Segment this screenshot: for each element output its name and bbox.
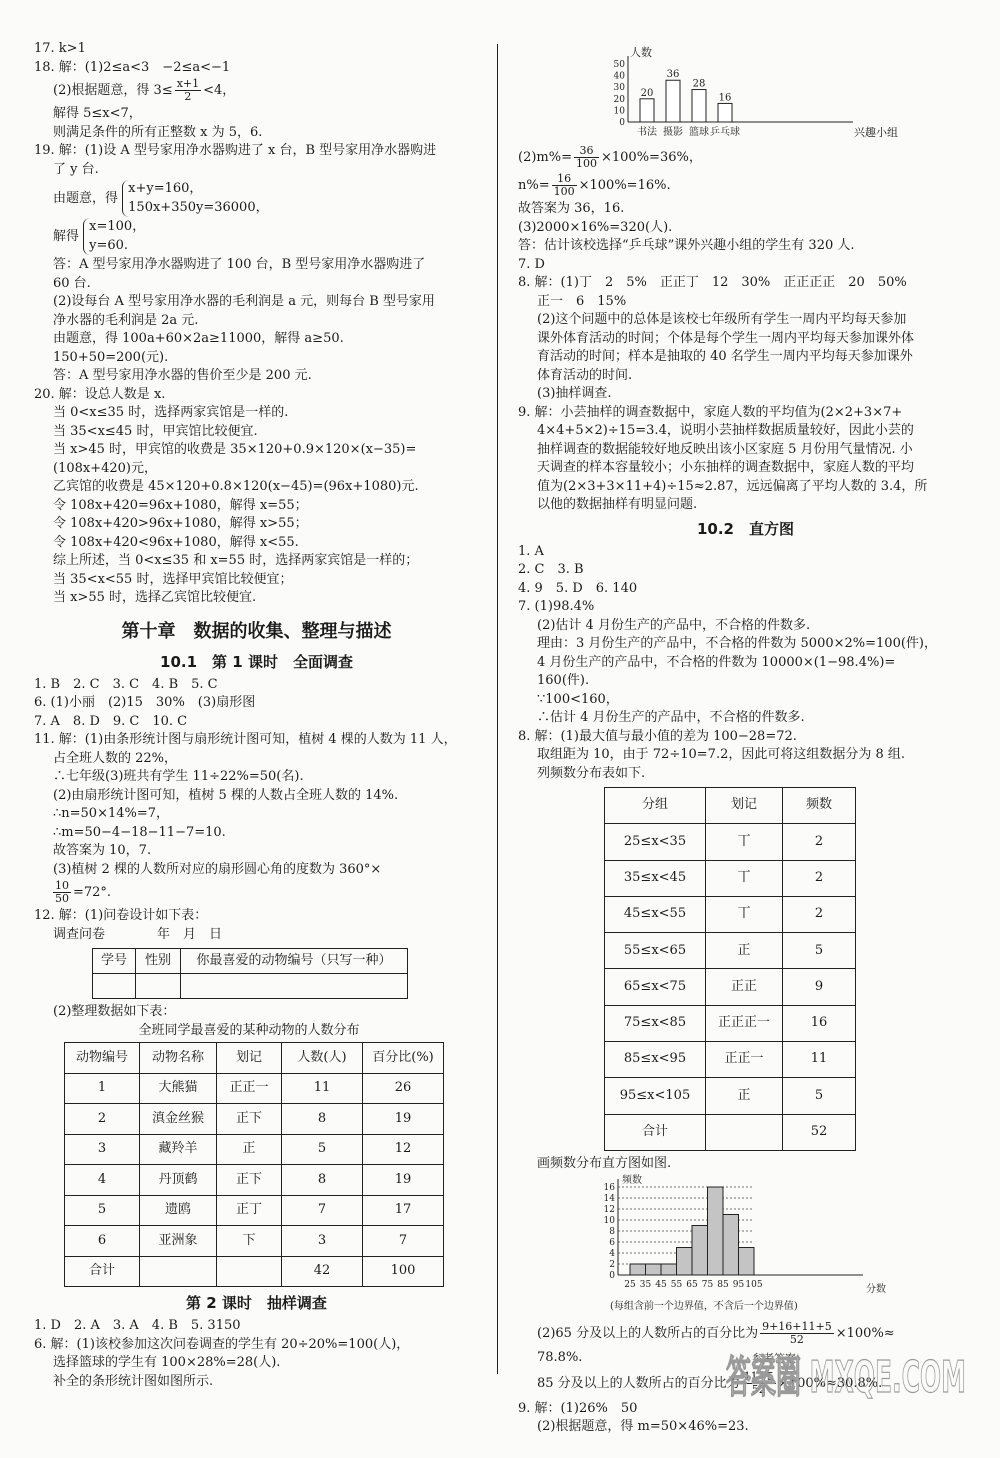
x-tick-label: 35 [639, 1280, 652, 1291]
x-tick-label: 乒乓球 [710, 127, 740, 138]
answer-7-line: 4 月份生产的产品中，不合格的件数为 10000×(1−98.4%)= [537, 654, 896, 670]
frequency-histogram [598, 1173, 898, 1315]
answer-line: 6. (1)小丽 (2)15 30% (3)扇形图 [34, 695, 256, 710]
bar [666, 80, 680, 122]
answer-18-line: (2)根据题意，得 3≤ $\frac{x+1}{2}$ <4， [53, 77, 236, 103]
table-row: 2 滇金丝猴 正下 8 19 [65, 1104, 444, 1135]
table-row: 1 大熊猫 正正一 11 26 [65, 1073, 444, 1104]
x-tick-label: 85 [717, 1280, 729, 1291]
section-title: 第 2 课时 抽样调查 [186, 1294, 327, 1312]
answer-8b-line: 取组距为 10，由于 72÷10=7.2，因此可将这组数据分为 8 组. [537, 747, 906, 762]
answer-11-line: (2)由扇形统计图可知，植树 5 棵的人数占全班人数的 14%. [53, 787, 399, 803]
chapter-title: 第十章 数据的收集、整理与描述 [121, 620, 392, 642]
answer-6-2-line: (2)m%= $\frac{36}{100}$ ×100%=36%， [518, 144, 702, 170]
table-row: 75≤x<85 正正正一 16 [605, 1005, 856, 1041]
answer-6-2-line: n%= $\frac{16}{100}$ ×100%=16%. [518, 172, 671, 198]
answer-8-line: (2)这个问题中的总体是该校七年级所有学生一周内平均每天参加 [537, 312, 907, 327]
fraction: $\frac{16}{100}$ [553, 172, 575, 198]
table-cell [93, 974, 136, 999]
x-tick-label: 摄影 [663, 127, 683, 138]
survey-table [92, 948, 408, 999]
answer-20-line: 综上所述，当 0<x≤35 和 x=55 时，选择两家宾馆是一样的； [53, 553, 419, 568]
answer-line: 1. A [518, 543, 544, 559]
column-divider [497, 44, 498, 1374]
answer-19-line: 60 台. [53, 275, 91, 291]
answer-18-line: 则满足条件的所有正整数 x 为 5，6. [53, 124, 263, 140]
histogram-bar [708, 1187, 724, 1275]
chart-note: (每组含前一个边界值，不含后一个边界值) [610, 1301, 798, 1313]
brace: x=100， y=60. [83, 218, 145, 255]
table-row: 55≤x<65 正 5 [605, 933, 856, 969]
x-tick-label: 书法 [637, 127, 657, 138]
x-tick-label: 95 [732, 1280, 745, 1291]
table-header-cell: 频数 [783, 788, 856, 824]
table-row: 35≤x<45 丅 2 [605, 860, 856, 896]
section-title: 10.1 第 1 课时 全面调查 [160, 652, 353, 671]
answer-line: 7. (1)98.4% [518, 599, 595, 614]
histogram-intro: 画频数分布直方图如图. [537, 1155, 672, 1171]
answer-18-line: 解得 5≤x<7， [53, 106, 142, 121]
answer-8b-line: 8. 解：(1)最大值与最小值的差为 100−28=72. [518, 728, 797, 744]
fraction: $\frac{9+16+11+5}{52}$ [762, 1320, 832, 1347]
answer-line: 1. B 2. C 3. C 4. B 5. C [34, 676, 218, 692]
table-row: 4 丹顶鹤 正下 8 19 [65, 1165, 444, 1196]
x-tick-label: 45 [655, 1280, 667, 1291]
histogram-bar [630, 1264, 646, 1275]
y-tick-label: 10 [613, 106, 625, 117]
bar [718, 103, 732, 122]
chart-y-label: 频数 [622, 1175, 642, 1187]
answer-line: 2. C 3. B [518, 562, 584, 577]
answer-line: 4. 9 5. D 6. 140 [518, 580, 638, 596]
answer-20-line: 当 35<x≤45 时，甲宾馆比较便宜. [53, 423, 258, 439]
table-header-cell: 动物名称 [140, 1043, 217, 1074]
answer-9-line: 天调查的样本容量较小；小东抽样的调查数据中，家庭人数的平均 [537, 460, 915, 475]
answer-20-line: 令 108x+420<96x+1080，解得 x<55. [53, 534, 299, 550]
section-title: 10.2 直方图 [696, 519, 794, 538]
survey-header: 调查问卷 年 月 日 [53, 926, 223, 942]
table-header-cell: 划记 [217, 1043, 282, 1074]
table-row: 65≤x<75 正正 9 [605, 969, 856, 1005]
answer-20-line: 当 35<x<55 时，选择甲宾馆比较便宜； [53, 571, 293, 587]
table-header-cell: 划记 [706, 788, 783, 824]
table-total-row: 合计 52 [605, 1114, 856, 1150]
answer-8-line: 课外体育活动的时间；个体是每个学生一周内平均每天参加课外体 [537, 330, 915, 346]
table-header-cell: 百分比(%) [363, 1043, 444, 1074]
answer-20-line: 令 108x+420=96x+1080，解得 x=55； [53, 497, 308, 513]
answer-11-line: $\frac{10}{50}$ =72°. [55, 879, 112, 905]
table-header-cell: 动物编号 [65, 1043, 140, 1074]
fraction: $\frac{10}{50}$ [55, 879, 69, 905]
answer-7-line: (2)估计 4 月份生产的产品中，不合格的件数多. [537, 617, 811, 633]
table-total-row: 合计 42 100 [65, 1256, 444, 1287]
answer-line: 1. D 2. A 3. A 4. B 5. 3150 [34, 1318, 241, 1333]
y-tick-label: 2 [609, 1260, 615, 1271]
x-tick-label: 65 [686, 1280, 698, 1291]
answer-7-line: 理由：3 月份生产的产品中，不合格的件数为 5000×2%=100(件)， [537, 636, 937, 651]
answer-11-line: ∴n=50×14%=7， [53, 806, 170, 821]
histogram-bar [661, 1264, 677, 1275]
table-row: 25≤x<35 丅 2 [605, 824, 856, 860]
left-column [34, 40, 479, 1391]
watermark-text: 答案圈 MXQE.COM [726, 1352, 966, 1403]
answer-8b-2-line: 78.8%. [537, 1350, 583, 1366]
table-row: 45≤x<55 丅 2 [605, 896, 856, 932]
bar [640, 99, 654, 122]
answer-7-line: ∴估计 4 月份生产的产品中，不合格的件数多. [537, 710, 805, 725]
answer-9b-line: 9. 解：(1)26% 50 [518, 1400, 638, 1416]
page-footer: 参考答案 [752, 1352, 796, 1365]
answer-6-line: (3)2000×16%=320(人). [518, 219, 673, 235]
answer-7-line: ∵100<160， [537, 691, 619, 707]
table-header-cell: 学号 [93, 949, 136, 974]
data-label: 28 [692, 78, 706, 90]
answer-20-line: 当 0<x≤35 时，选择两家宾馆是一样的. [53, 405, 289, 420]
answer-19-line: (2)设每台 A 型号家用净水器的毛利润是 a 元，则每台 B 型号家用 [53, 294, 435, 309]
answer-19-line: 150+50=200(元). [53, 349, 169, 365]
right-column [518, 42, 973, 1437]
y-tick-label: 16 [603, 1183, 615, 1194]
x-tick-label: 55 [670, 1280, 683, 1291]
table-caption: 全班同学最喜爱的某种动物的人数分布 [138, 1022, 360, 1038]
data-label: 36 [666, 69, 680, 81]
answer-19-line: 由题意，得 100a+60×2a≥11000，解得 a≥50. [53, 331, 344, 346]
answer-9-line: 以他的数据抽样有明显问题. [537, 497, 698, 512]
answer-6-line: 故答案为 36，16. [518, 201, 625, 216]
table-header-row [605, 788, 856, 824]
x-tick-label: 75 [701, 1280, 714, 1291]
y-tick-label: 30 [613, 83, 625, 94]
table-cell [136, 974, 181, 999]
table-row: 5 遗鸥 正丁 7 17 [65, 1195, 444, 1226]
y-tick-label: 12 [603, 1205, 615, 1216]
answer-9b-line: (2)根据题意，得 m=50×46%=23. [537, 1419, 749, 1435]
table-row: 85≤x<95 正正一 11 [605, 1042, 856, 1078]
chart-x-label: 兴趣小组 [854, 126, 898, 139]
data-label: 16 [718, 92, 732, 104]
bar [692, 90, 706, 122]
table-row: 3 藏羚羊 正 5 12 [65, 1134, 444, 1165]
answer-6-line: 选择篮球的学生有 100×28%=28(人). [53, 1355, 281, 1370]
answer-8b-2-line: (2)65 分及以上的人数所占的百分比为 $\frac{9+16+11+5}{52}$ ×100%≈ [537, 1320, 895, 1347]
y-tick-label: 14 [603, 1194, 615, 1205]
histogram-bar [739, 1248, 755, 1276]
histogram-bar [723, 1215, 739, 1276]
equation-system: 由题意，得 x+y=160， 150x+350y=36000， [34, 180, 479, 217]
answer-8b-2-line: 85 分及以上的人数所占的百分比为 $\frac{11+5}{52}$ ×100%≈30.8%. [537, 1369, 883, 1396]
fraction: $\frac{x+1}{2}$ [176, 77, 200, 103]
frequency-table [604, 787, 856, 1151]
table-header-cell: 人数(人) [282, 1043, 363, 1074]
answer-8-line: 8. 解：(1)丁 2 5% 正正丁 12 30% 正正正正 20 50% [518, 275, 907, 290]
answer-7-line: 160(件). [537, 673, 590, 688]
table-header-row [65, 1043, 444, 1074]
answer-20-line: (108x+420)元， [53, 460, 157, 476]
table-cell [181, 974, 408, 999]
answer-line: 7. A 8. D 9. C 10. C [34, 713, 188, 729]
fraction: $\frac{11+5}{52}$ [743, 1369, 774, 1396]
watermark-logo [718, 1338, 978, 1448]
answer-8-line: 正一 6 15% [537, 293, 627, 309]
answer-11-line: ∴m=50−4−18−11−7=10. [53, 824, 226, 840]
table-row: 6 亚洲象 下 3 7 [65, 1226, 444, 1257]
answer-7: 7. D [518, 256, 545, 272]
y-tick-label: 40 [613, 71, 625, 82]
answer-11-line: 占全班人数的 22%， [53, 750, 178, 766]
answer-19-line: 净水器的毛利润是 2a 元. [53, 312, 199, 328]
y-tick-label: 6 [609, 1238, 615, 1249]
y-tick-label: 10 [603, 1216, 615, 1227]
histogram-bar [692, 1226, 708, 1276]
answer-9-line: 抽样调查的数据能较好地反映出该小区家庭 5 月份用气量情况. 小 [537, 441, 913, 457]
answer-20-line: 乙宾馆的收费是 45×120+0.8×120(x−45)=(96x+1080)元. [53, 479, 419, 494]
answer-6-line: 补全的条形统计图如图所示. [53, 1373, 214, 1389]
answer-19-line: 答：A 型号家用净水器的售价至少是 200 元. [53, 368, 312, 383]
answer-11-line: 11. 解：(1)由条形统计图与扇形统计图可知，植树 4 棵的人数为 11 人， [34, 732, 457, 747]
table-header-cell: 性别 [136, 949, 181, 974]
table-header-cell: 你最喜爱的动物编号（只写一种） [181, 949, 408, 974]
answer-11-line: 故答案为 10，7. [53, 843, 152, 858]
answer-11-line: (3)植树 2 棵的人数所对应的扇形圆心角的度数为 360°× [53, 861, 382, 877]
answer-8b-line: 列频数分布表如下. [537, 765, 646, 781]
y-tick-label: 50 [613, 60, 625, 70]
answer-19-line: 19. 解：(1)设 A 型号家用净水器购进了 x 台，B 型号家用净水器购进 [34, 143, 437, 158]
answer-20-line: 当 x>55 时，选择乙宾馆比较便宜. [53, 590, 257, 605]
x-tick-label: 25 [624, 1280, 636, 1291]
histogram-bar [646, 1264, 662, 1275]
answer-17: 17. k>1 [34, 41, 86, 56]
answer-8-line: 体育活动的时间. [537, 367, 633, 383]
answer-12-line: (2)整理数据如下表： [53, 1004, 176, 1019]
animal-table [64, 1042, 444, 1287]
answer-6-line: 答：估计该校选择“乒乓球”课外兴趣小组的学生有 320 人. [518, 238, 855, 253]
table-row: 95≤x<105 正 5 [605, 1078, 856, 1114]
answer-18-line: 18. 解：(1)2≤a<3 −2≤a<−1 [34, 59, 231, 75]
y-tick-label: 0 [619, 118, 625, 128]
y-tick-label: 0 [609, 1271, 615, 1282]
answer-9-line: 4×4+5×2)÷15=3.4，说明小芸抽样数据质量较好，因此小芸的 [537, 423, 914, 438]
histogram-bar [677, 1248, 693, 1276]
answer-11-line: ∴七年级(3)班共有学生 11÷22%=50(名). [53, 769, 304, 784]
fraction: $\frac{36}{100}$ [576, 144, 597, 170]
data-label: 20 [640, 87, 654, 99]
x-tick-label: 105 [745, 1280, 763, 1291]
answer-12-line: 12. 解：(1)问卷设计如下表： [34, 908, 208, 923]
y-tick-label: 20 [613, 94, 625, 105]
table-header-cell: 分组 [605, 788, 706, 824]
answer-20-line: 令 108x+420>96x+1080，解得 x>55； [53, 516, 308, 531]
answer-19-line: 答：A 型号家用净水器购进了 100 台，B 型号家用净水器购进了 [53, 257, 426, 272]
answer-9-line: 9. 解：小芸抽样的调查数据中，家庭人数的平均值为(2×2+3×7+ [518, 404, 903, 420]
chart-x-label: 分数 [866, 1284, 886, 1296]
answer-8-line: 育活动的时间；样本是抽取的 40 名学生一周内平均每天参加课外 [537, 349, 913, 364]
interest-bar-chart [608, 42, 908, 142]
y-tick-label: 8 [609, 1227, 615, 1238]
answer-20-line: 当 x>45 时，甲宾馆的收费是 35×120+0.9×120×(x−35)= [53, 442, 417, 457]
answer-19-line: 了 y 台. [53, 161, 99, 177]
answer-20-line: 20. 解：设总人数是 x. [34, 386, 166, 402]
chart-y-label: 人数 [630, 46, 652, 59]
equation-solution: 解得 x=100， y=60. [34, 218, 479, 255]
answer-6-line: 6. 解：(1)该校参加这次问卷调查的学生有 20÷20%=100(人)， [34, 1336, 410, 1352]
x-tick-label: 篮球 [689, 127, 709, 138]
brace: x+y=160， 150x+350y=36000， [122, 180, 268, 217]
answer-9-line: 值为(2×3+3×11+4)÷15≈2.87，远远偏离了平均人数的 3.4，所 [537, 478, 928, 494]
y-tick-label: 4 [609, 1249, 615, 1260]
answer-8-line: (3)抽样调查. [537, 386, 612, 401]
